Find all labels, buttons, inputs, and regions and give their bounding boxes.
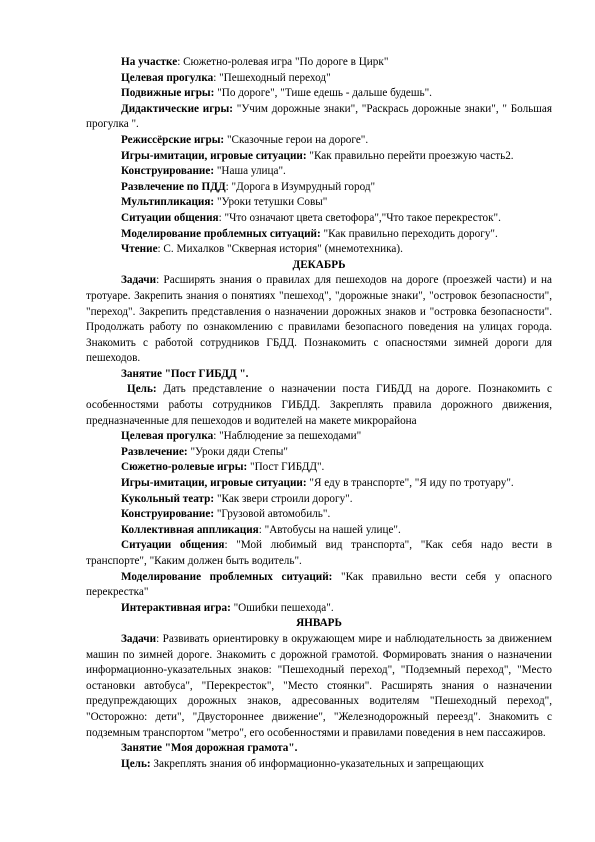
line-label: Кукольный театр: — [121, 492, 215, 505]
goal-text: Дать представление о назначении поста ГИБДД на дороге. Познакомить с особенностями работы сотрудников ГИБДД. Закреплять правила дорожного движения, предназначенные для пешеходов и водителей на макете микрорайона — [86, 383, 552, 427]
line-communication — [86, 211, 552, 227]
heading-december: ДЕКАБРЬ — [292, 258, 346, 271]
goal-label: Цель: — [127, 383, 157, 396]
line-imitation-games — [86, 149, 552, 165]
tasks-label: Задачи — [121, 274, 157, 287]
line-entertainment — [86, 180, 552, 196]
line-text: : "Пешеходный переход" — [213, 71, 331, 84]
line-label: На участке — [121, 56, 178, 68]
line-label: Развлечение: — [121, 445, 188, 458]
line-text: "Как правильно вести себя у опасного перекрестка" — [86, 570, 553, 599]
december-construction — [86, 507, 552, 523]
december-modeling — [86, 570, 552, 601]
line-label: Подвижные игры: — [121, 87, 215, 100]
line-text: "Сказочные герои на дороге". — [224, 133, 369, 146]
heading-january: ЯНВАРЬ — [296, 617, 342, 630]
line-target-walk — [86, 71, 552, 87]
line-text: "Уроки тетушки Совы" — [214, 196, 328, 209]
line-label: Дидактические игры: — [121, 102, 233, 115]
line-label: Развлечение по ПДД — [121, 180, 226, 193]
line-label: Режиссёрские игры: — [121, 133, 225, 146]
tasks-text: : Развивать ориентировку в окружающем мире и наблюдательность за движением машин по зимней дороге. Знакомить с дорожной грамотой. Формировать знания о назначении информационно-указательных знаков: "Пешеходный переход", "Подземный переход", "Место остановки автобуса", "Перекресток", "Место стоянки". Расширять знания о назначении предупреждающих дорожных знаков, адресованных водителям "Пешеходный переход", "Осторожно: дети", "Двустороннее движение", "Железнодорожный переезд". Знакомить с подземным транспортом "метро", его особенностями и правилами поведения в нем пассажиров. — [86, 632, 552, 739]
line-text: : "Дорога в Изумрудный город" — [225, 180, 376, 193]
line-label: Игры-имитации, игровые ситуации: — [121, 477, 307, 490]
line-animation — [86, 195, 552, 211]
line-construction — [86, 164, 552, 180]
line-label: Сюжетно-ролевые игры: — [121, 461, 248, 474]
line-label: Мультипликация: — [121, 196, 215, 209]
line-label: Чтение — [121, 243, 158, 256]
line-text: "Как правильно перейти проезжую часть2. — [306, 149, 514, 162]
document-body — [86, 55, 552, 772]
line-label: Конструирование: — [121, 508, 215, 521]
line-text: "Грузовой автомобиль". — [214, 508, 331, 521]
line-label: Конструирование: — [121, 165, 215, 178]
line-text: "Учим дорожные знаки", "Раскрась дорожные знаки", " Большая прогулка ". — [86, 102, 552, 131]
line-on-site — [86, 55, 552, 71]
line-text: "По дороге", "Тише едешь - дальше будешь". — [214, 87, 432, 100]
december-communication — [86, 538, 552, 569]
line-text: : "Наблюдение за пешеходами" — [213, 430, 362, 443]
line-label: Целевая прогулка — [121, 71, 214, 84]
december-puppet-theatre — [86, 492, 552, 508]
line-text: "Пост ГИБДД". — [247, 461, 325, 474]
line-label: Коллективная аппликация — [121, 523, 259, 536]
line-label: Моделирование проблемных ситуаций: — [121, 227, 321, 240]
line-label: Целевая прогулка — [121, 430, 214, 443]
line-reading — [86, 242, 552, 258]
december-target-walk — [86, 429, 552, 445]
line-text: : "Автобусы на нашей улице". — [258, 523, 401, 536]
line-label: Моделирование проблемных ситуаций: — [121, 570, 333, 583]
december-imitation-games — [86, 476, 552, 492]
line-text: : "Что означают цвета светофора","Что такое перекресток". — [218, 211, 501, 224]
goal-label: Цель: — [121, 757, 151, 770]
line-text: "Наша улица". — [214, 165, 286, 178]
line-text: "Я еду в транспорте", "Я иду по тротуару". — [306, 477, 514, 490]
line-text: : "Мой любимый вид транспорта", "Как себя надо вести в транспорте", "Каким должен быть водитель". — [86, 539, 553, 567]
january-tasks — [86, 632, 552, 741]
december-tasks — [86, 273, 552, 367]
december-interactive-game — [86, 601, 552, 617]
line-text: : С. Михалков "Скверная история" (мнемотехника). — [157, 243, 403, 256]
december-entertainment — [86, 445, 552, 461]
line-modeling — [86, 227, 552, 243]
goal-text: Закреплять знания об информационно-указательных и запрещающих — [150, 757, 484, 770]
line-didactic-games — [86, 102, 552, 133]
january-goal — [86, 757, 552, 773]
line-label: Ситуации общения — [121, 211, 219, 224]
december-role-games — [86, 460, 552, 476]
line-text: "Ошибки пешехода". — [230, 601, 334, 614]
line-text: "Как звери строили дорогу". — [214, 492, 353, 505]
line-text: : Сюжетно-ролевая игра "По дороге в Цирк" — [177, 56, 389, 68]
january-lesson-title — [86, 741, 552, 757]
line-label: Ситуации общения — [121, 539, 225, 552]
lesson-title: Занятие "Моя дорожная грамота". — [121, 742, 298, 755]
line-outdoor-games — [86, 86, 552, 102]
tasks-text: : Расширять знания о правилах для пешеходов на дороге (проезжей части) и на тротуаре. Закрепить знания о понятиях "пешеход", "дорожные знаки", "островок безопасности", "переход". Закрепить представления о назначении дорожных знаков и "островка безопасности". Продолжать работу по ознакомлению с правилами безопасного поведения на улицах города. Знакомить с работой сотрудников ГБДД. Познакомить с опасностями зимней дороги для пешеходов. — [86, 274, 552, 365]
line-label: Игры-имитации, игровые ситуации: — [121, 149, 307, 162]
line-text: "Уроки дяди Степы" — [187, 445, 288, 458]
line-text: "Как правильно переходить дорогу". — [320, 227, 498, 240]
line-label: Интерактивная игра: — [121, 601, 231, 614]
december-lesson-title — [86, 367, 552, 383]
december-goal — [86, 382, 552, 429]
tasks-label: Задачи — [121, 632, 157, 645]
line-director-games — [86, 133, 552, 149]
lesson-title: Занятие "Пост ГИБДД ". — [121, 367, 249, 380]
december-applique — [86, 523, 552, 539]
